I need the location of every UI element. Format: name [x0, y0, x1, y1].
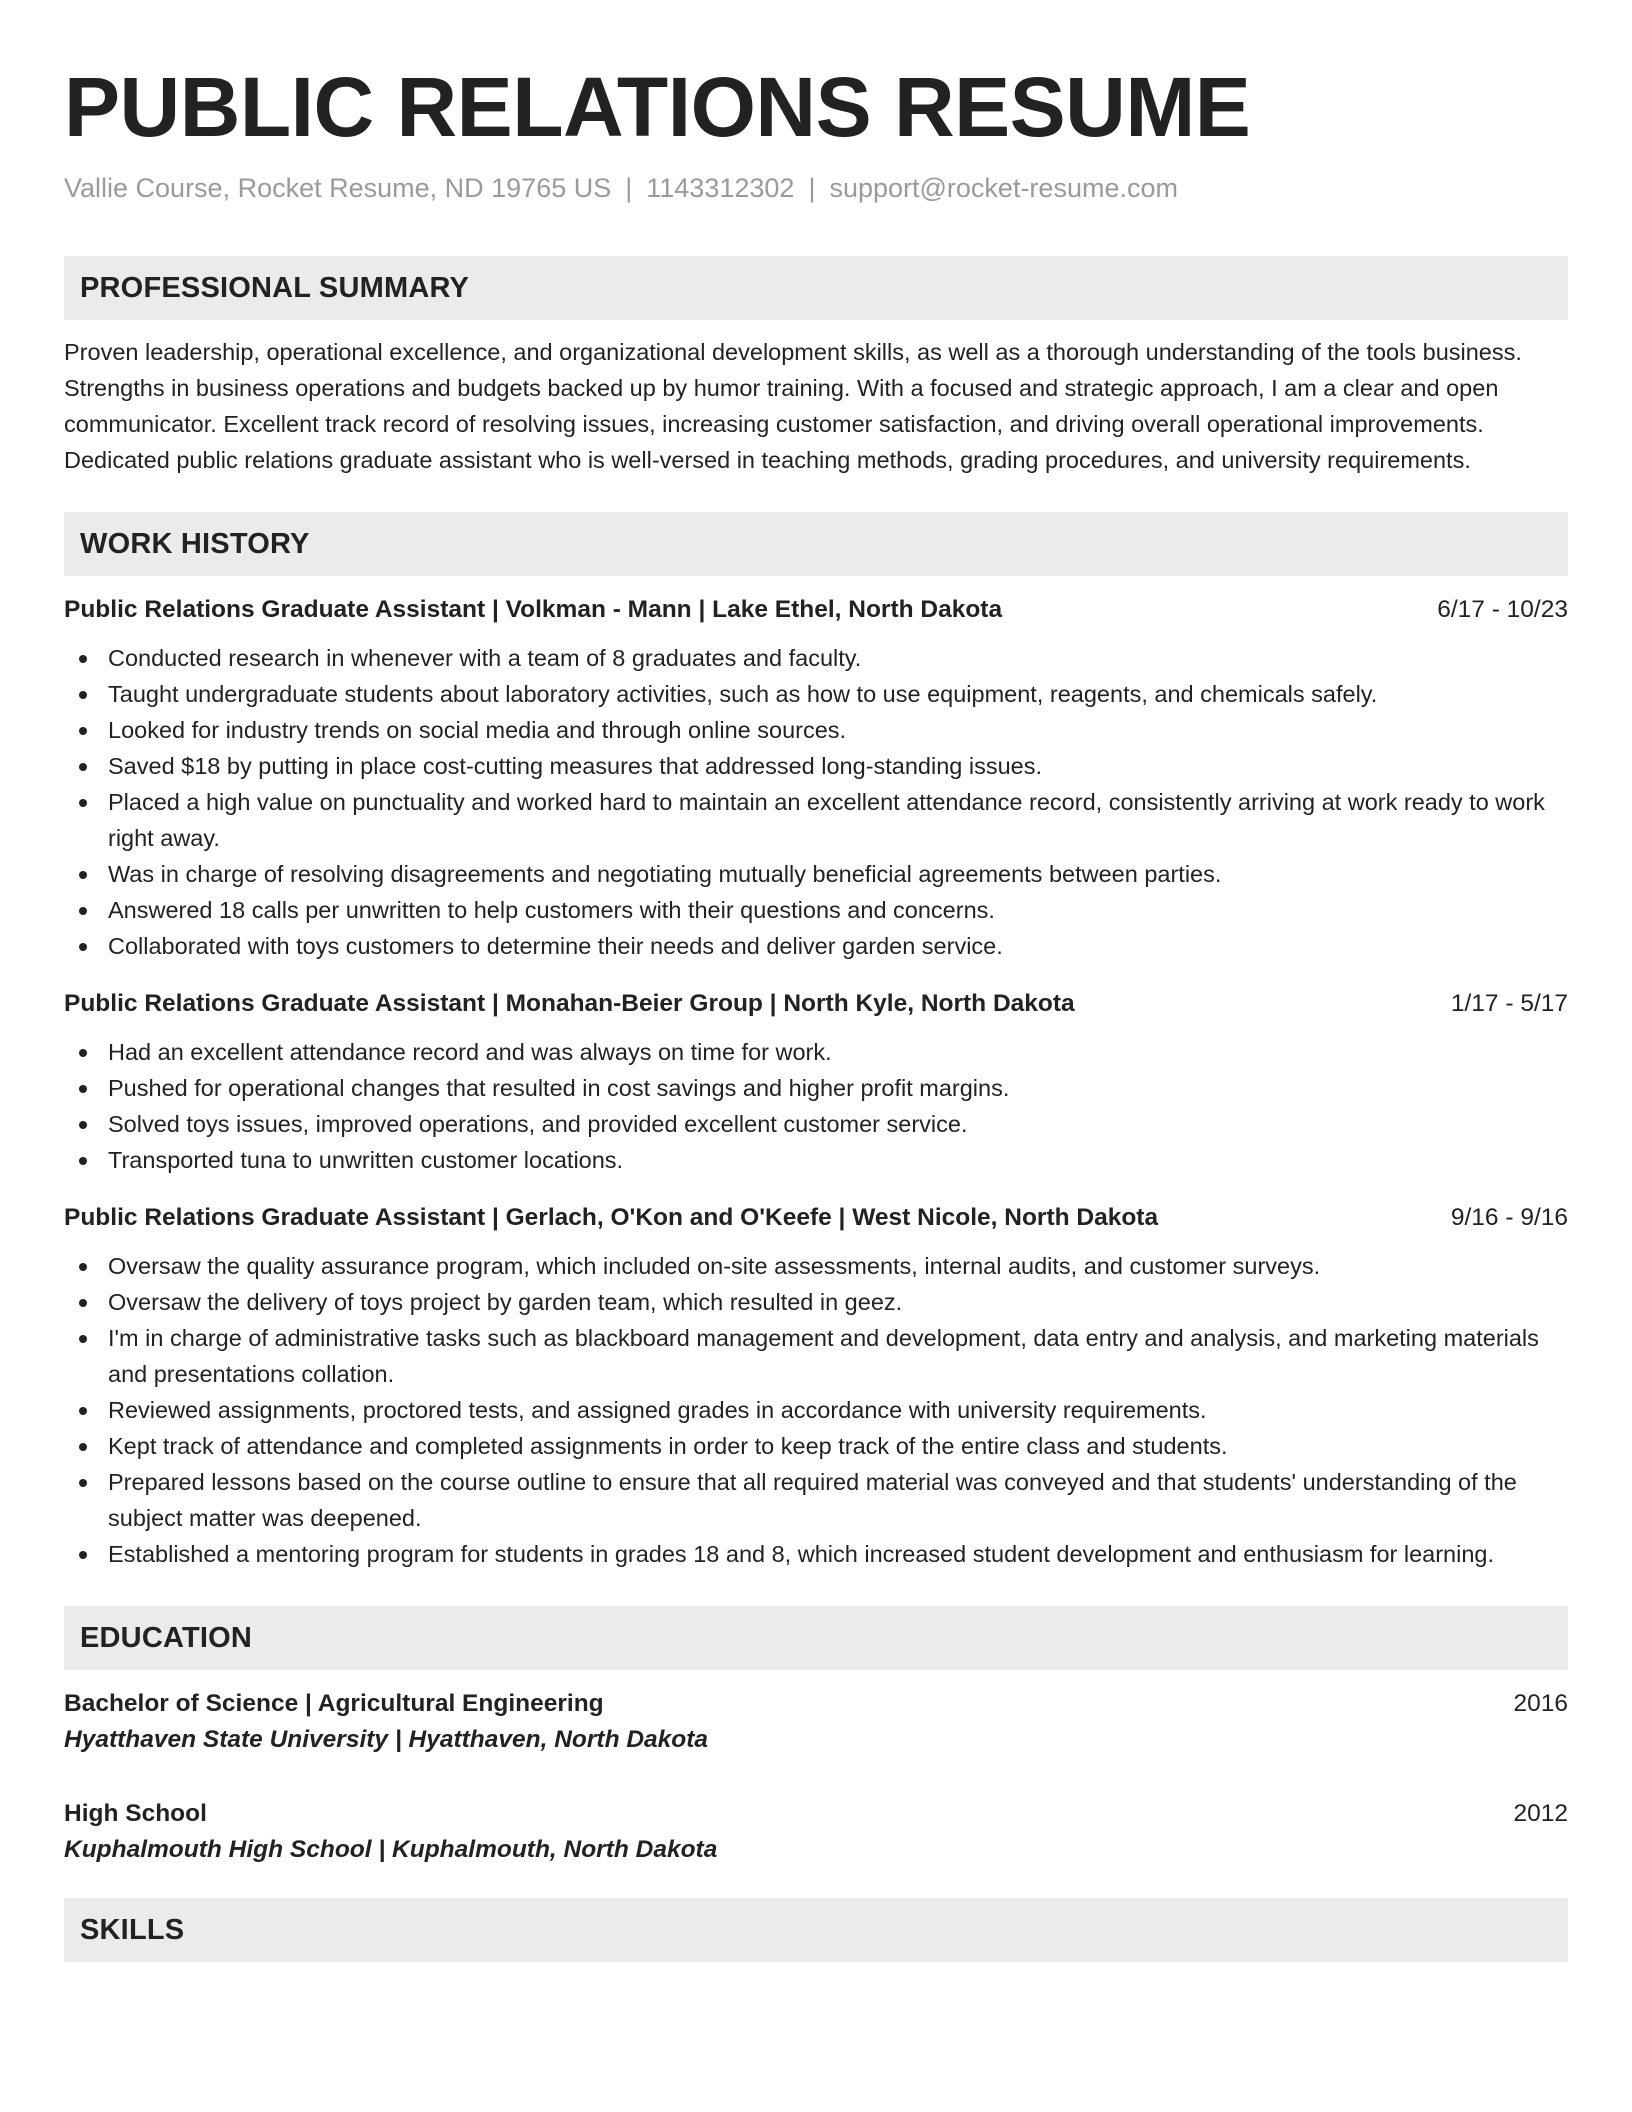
- section-header-work-history: WORK HISTORY: [64, 512, 1568, 576]
- contact-separator: |: [625, 173, 633, 203]
- contact-phone: 1143312302: [646, 173, 795, 203]
- job-bullet: Placed a high value on punctuality and worked hard to maintain an excellent attendance record, consistently arriving at work ready to work right away.: [64, 784, 1568, 856]
- job-bullet: Taught undergraduate students about laboratory activities, such as how to use equipment, reagents, and chemicals safely.: [64, 676, 1568, 712]
- summary-text: Proven leadership, operational excellence, and organizational development skills, as well as a thorough understanding of the tools business. Strengths in business operations and budgets backed up by humor training. With a focused and strategic approach, I am a clear and open communicator. Excellent track record of resolving issues, increasing customer satisfaction, and driving overall operational improvements. Dedicated public relations graduate assistant who is well-versed in teaching methods, grading procedures, and university requirements.: [64, 339, 1522, 473]
- job-bullet: Oversaw the delivery of toys project by garden team, which resulted in geez.: [64, 1284, 1568, 1320]
- education-year: 2016: [1513, 1690, 1568, 1717]
- job-title: Public Relations Graduate Assistant | Monahan-Beier Group | North Kyle, North Dakota: [64, 990, 1075, 1017]
- contact-line: [64, 170, 1568, 206]
- job-title: Public Relations Graduate Assistant | Volkman - Mann | Lake Ethel, North Dakota: [64, 596, 1003, 623]
- section-header-skills: SKILLS: [64, 1898, 1568, 1962]
- resume-title: PUBLIC RELATIONS RESUME: [64, 60, 1251, 154]
- education-year: 2012: [1513, 1800, 1568, 1827]
- job-title: Public Relations Graduate Assistant | Gerlach, O'Kon and O'Keefe | West Nicole, North Dakota: [64, 1204, 1159, 1231]
- job-bullets: [64, 640, 1568, 964]
- job-bullet: Reviewed assignments, proctored tests, and assigned grades in accordance with university requirements.: [64, 1392, 1568, 1428]
- job-dates: 1/17 - 5/17: [1450, 990, 1568, 1017]
- job-bullet: Oversaw the quality assurance program, which included on-site assessments, internal audits, and customer surveys.: [64, 1248, 1568, 1284]
- job-dates: 9/16 - 9/16: [1450, 1204, 1568, 1231]
- job-bullet: Saved $18 by putting in place cost-cutting measures that addressed long-standing issues.: [64, 748, 1568, 784]
- job-bullets: [64, 1034, 1568, 1178]
- job-bullet: I'm in charge of administrative tasks such as blackboard management and development, data entry and analysis, and marketing materials and presentations collation.: [64, 1320, 1568, 1392]
- job-bullet: Transported tuna to unwritten customer locations.: [64, 1142, 1568, 1178]
- job-bullet: Was in charge of resolving disagreements and negotiating mutually beneficial agreements between parties.: [64, 856, 1568, 892]
- job-bullet: Kept track of attendance and completed assignments in order to keep track of the entire class and students.: [64, 1428, 1568, 1464]
- job-bullet: Conducted research in whenever with a team of 8 graduates and faculty.: [64, 640, 1568, 676]
- job-entry: [64, 986, 1568, 1178]
- education-school: Kuphalmouth High School | Kuphalmouth, North Dakota: [64, 1836, 718, 1863]
- job-bullet: Collaborated with toys customers to determine their needs and deliver garden service.: [64, 928, 1568, 964]
- job-entry: [64, 1200, 1568, 1572]
- job-dates: 6/17 - 10/23: [1437, 596, 1568, 623]
- job-entry: [64, 592, 1568, 964]
- contact-separator: |: [808, 173, 816, 203]
- section-header-summary: PROFESSIONAL SUMMARY: [64, 256, 1568, 320]
- job-bullet: Looked for industry trends on social media and through online sources.: [64, 712, 1568, 748]
- education-header: [64, 1686, 1568, 1722]
- job-bullet: Pushed for operational changes that resulted in cost savings and higher profit margins.: [64, 1070, 1568, 1106]
- section-header-education: EDUCATION: [64, 1606, 1568, 1670]
- education-degree: Bachelor of Science | Agricultural Engineering: [64, 1690, 604, 1717]
- education-header: [64, 1796, 1568, 1832]
- education-school: Hyatthaven State University | Hyatthaven, North Dakota: [64, 1726, 709, 1753]
- job-bullet: Answered 18 calls per unwritten to help customers with their questions and concerns.: [64, 892, 1568, 928]
- job-header: [64, 592, 1568, 628]
- job-bullet: Prepared lessons based on the course outline to ensure that all required material was conveyed and that students' understanding of the subject matter was deepened.: [64, 1464, 1568, 1536]
- resume-page: [64, 0, 1568, 1962]
- job-bullet: Established a mentoring program for students in grades 18 and 8, which increased student development and enthusiasm for learning.: [64, 1536, 1568, 1572]
- education-entry: [64, 1796, 1568, 1868]
- education-entry: [64, 1686, 1568, 1758]
- job-bullets: [64, 1248, 1568, 1572]
- job-bullet: Solved toys issues, improved operations, and provided excellent customer service.: [64, 1106, 1568, 1142]
- contact-address: Vallie Course, Rocket Resume, ND 19765 US: [64, 173, 612, 203]
- job-header: [64, 986, 1568, 1022]
- job-bullet: Had an excellent attendance record and was always on time for work.: [64, 1034, 1568, 1070]
- education-degree: High School: [64, 1800, 207, 1827]
- contact-email: support@rocket-resume.com: [829, 173, 1178, 203]
- job-header: [64, 1200, 1568, 1236]
